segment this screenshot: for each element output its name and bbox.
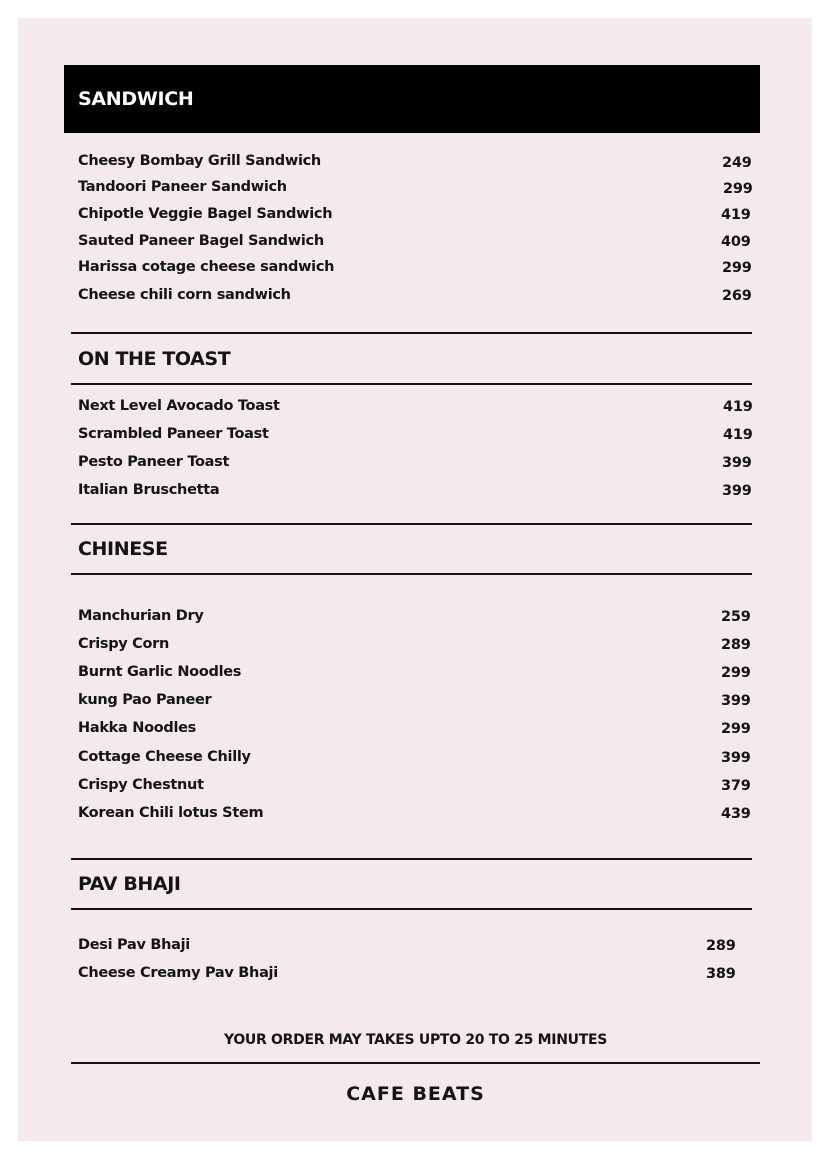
menu-item-price: 289: [706, 938, 736, 954]
menu-item-price: 379: [721, 778, 751, 794]
menu-item-name: Sauted Paneer Bagel Sandwich: [78, 233, 324, 249]
menu-item-price: 399: [722, 483, 752, 499]
menu-item-name: Korean Chili lotus Stem: [78, 805, 264, 821]
wait-time-note: YOUR ORDER MAY TAKES UPTO 20 TO 25 MINUTES: [223, 1032, 607, 1048]
menu-item-price: 259: [721, 609, 751, 625]
menu-item-name: Next Level Avocado Toast: [78, 398, 280, 414]
menu-item-price: 269: [722, 288, 752, 304]
section-title-pav-bhaji: PAV BHAJI: [78, 873, 181, 895]
menu-item-name: kung Pao Paneer: [78, 692, 212, 708]
footer-divider: [71, 1062, 760, 1064]
menu-item-name: Italian Bruschetta: [78, 482, 220, 498]
menu-item-price: 299: [721, 721, 751, 737]
section-divider: [71, 858, 752, 860]
menu-item-price: 389: [706, 966, 736, 982]
menu-item-price: 289: [721, 637, 751, 653]
menu-item-name: Cottage Cheese Chilly: [78, 749, 251, 765]
menu-item-price: 399: [722, 455, 752, 471]
section-divider: [71, 332, 752, 334]
menu-item-price: 299: [722, 260, 752, 276]
menu-item-name: Chipotle Veggie Bagel Sandwich: [78, 206, 333, 222]
menu-item-name: Cheese chili corn sandwich: [78, 287, 291, 303]
section-title-chinese: CHINESE: [78, 538, 168, 560]
section-title-sandwich: SANDWICH: [64, 65, 760, 133]
menu-item-name: Tandoori Paneer Sandwich: [78, 179, 287, 195]
menu-item-name: Scrambled Paneer Toast: [78, 426, 269, 442]
menu-item-price: 419: [723, 399, 753, 415]
section-divider: [71, 383, 752, 385]
section-title-toast: ON THE TOAST: [78, 348, 231, 370]
menu-item-name: Hakka Noodles: [78, 720, 197, 736]
menu-item-price: 399: [721, 693, 751, 709]
menu-item-name: Cheese Creamy Pav Bhaji: [78, 965, 278, 981]
menu-item-price: 439: [721, 806, 751, 822]
menu-item-price: 249: [722, 155, 752, 171]
section-divider: [71, 908, 752, 910]
cafe-name: CAFE BEATS: [346, 1083, 485, 1105]
menu-item-name: Crispy Chestnut: [78, 777, 204, 793]
menu-item-price: 419: [723, 427, 753, 443]
menu-item-name: Harissa cotage cheese sandwich: [78, 259, 335, 275]
menu-item-name: Pesto Paneer Toast: [78, 454, 230, 470]
menu-item-price: 399: [721, 750, 751, 766]
menu-item-name: Cheesy Bombay Grill Sandwich: [78, 153, 321, 169]
menu-item-name: Manchurian Dry: [78, 608, 204, 624]
menu-item-name: Crispy Corn: [78, 636, 170, 652]
menu-item-price: 409: [721, 234, 751, 250]
menu-item-name: Burnt Garlic Noodles: [78, 664, 242, 680]
menu-item-price: 419: [721, 207, 751, 223]
menu-item-price: 299: [723, 181, 753, 197]
menu-item-price: 299: [721, 665, 751, 681]
section-divider: [71, 573, 752, 575]
section-divider: [71, 523, 752, 525]
menu-item-name: Desi Pav Bhaji: [78, 937, 190, 953]
